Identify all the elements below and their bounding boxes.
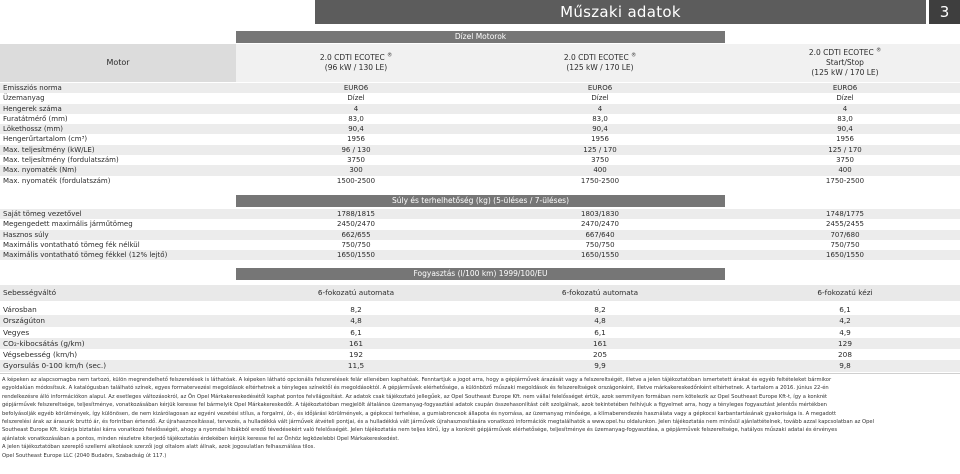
row-label: Megengedett maximális járműtömeg	[3, 220, 133, 229]
cell-value: 667/640	[585, 230, 615, 239]
cell-value: EURO6	[587, 84, 613, 92]
cell-value: 8,2	[594, 305, 606, 314]
cell-value: 2450/2470	[337, 220, 375, 229]
row-label: Max. teljesítmény (kW/LE)	[3, 145, 95, 154]
page-title: Műszaki adatok	[315, 0, 926, 24]
registered-mark: ®	[876, 47, 882, 54]
footnotes	[2, 376, 957, 460]
table-row	[0, 165, 960, 175]
footnote-line: ajánlatok vonatkozásában a pontos, minden részletre kiterjedő tájékoztatás érdekében kérjük keresse fel az Önhöz legközelebbi Opel Márkakereskedést.	[2, 435, 400, 442]
gearbox-value: 6-fokozatú kézi	[817, 288, 873, 297]
row-label: Max. teljesítmény (fordulatszám)	[3, 156, 119, 165]
row-label: Max. nyomaték (Nm)	[3, 166, 77, 175]
cell-value: 9,8	[839, 361, 851, 371]
weight-table	[0, 209, 960, 260]
engine-section-header: Dízel Motorok	[236, 31, 725, 43]
cell-value: 161	[593, 338, 607, 348]
footnote-line: A jelen tájékoztatóban szereplő szellemi alkotások szerzői jogi oltalom alatt állnak, azok jogosulatlan felhasználása tilos.	[2, 444, 316, 451]
table-row	[0, 360, 960, 371]
cell-value: 1650/1550	[581, 251, 619, 260]
table-row	[0, 176, 960, 186]
row-label: Furatátmérő (mm)	[3, 114, 68, 123]
variant-name: 2.0 CDTI ECOTEC	[319, 53, 385, 62]
row-label: Lökethossz (mm)	[3, 125, 63, 134]
cell-value: 83,0	[348, 114, 364, 123]
cell-value: 90,4	[348, 125, 364, 134]
motor-label: Motor	[0, 44, 236, 82]
footnote-line: Opel Southeast Europe LLC (2040 Budaörs, Szabadság út 117.)	[2, 452, 167, 459]
cell-value: 4,2	[839, 316, 851, 326]
cell-value: 3750	[347, 156, 365, 165]
cell-value: Dízel	[836, 94, 854, 103]
cell-value: 83,0	[837, 114, 853, 123]
table-row	[0, 349, 960, 360]
table-row	[0, 219, 960, 229]
variant-column-3	[775, 44, 915, 82]
cell-value: 4,8	[350, 316, 362, 326]
cell-value: 300	[349, 166, 363, 175]
fuel-table	[0, 304, 960, 372]
cell-value: 1650/1550	[337, 251, 375, 260]
cell-value: 1500-2500	[336, 176, 376, 185]
footnote-line: felszerelési árak az árasunk bruttó ár, és forintban értendő. Az újrahasznosítással, tervezés, a hulladékká vált járművek átvételi pontjai, és a hulladékká vált járművek újrahasznosítására vonatkozó információk megtalálhatók a www.opel.hu oldalunkon. Jelen tájékoztatás nem minősül ajánlattételnek, tovább azzal kapcsolatban az Opel	[2, 419, 875, 426]
cell-value: 9,9	[594, 361, 606, 371]
cell-value: 3750	[591, 156, 609, 165]
row-label: Emissziós norma	[3, 84, 62, 92]
row-label: Végsebesség (km/h)	[3, 350, 78, 360]
footnote-line: Southeast Europe Kft. kizárja biztatási kárra vonatkozó felelősségét, ahogy a nyomdai hibákból eredő tévedésekért való felelősségét. Jelen tájékoztatás nem teljes körű, így a konkrét gépjárművek elérhetősége, teljesítménye és üzemanyag-fogyasztása, a gépjárművek felszereltsége, hatályos műszaki adatai és érvényes	[2, 427, 838, 434]
fuel-section-header: Fogyasztás (l/100 km) 1999/100/EU	[236, 268, 725, 280]
cell-value: 1803/1830	[581, 210, 619, 218]
cell-value: 4	[597, 104, 603, 113]
table-row	[0, 327, 960, 338]
cell-value: 1956	[836, 135, 854, 144]
row-label: Max. nyomaték (fordulatszám)	[3, 176, 111, 185]
cell-value: 6,1	[839, 305, 851, 314]
cell-value: 4,8	[594, 316, 606, 326]
table-row	[0, 134, 960, 144]
cell-value: 83,0	[592, 114, 608, 123]
row-label: Hengerek száma	[3, 104, 62, 113]
variant-power: (96 kW / 130 LE)	[324, 63, 388, 72]
cell-value: 2455/2455	[826, 220, 864, 229]
table-row	[0, 250, 960, 260]
row-label: Maximális vontatható tömeg fék nélkül	[3, 240, 140, 249]
registered-mark: ®	[387, 52, 393, 59]
table-row	[0, 114, 960, 124]
cell-value: 1956	[591, 135, 609, 144]
registered-mark: ®	[631, 52, 637, 59]
table-row	[0, 104, 960, 114]
cell-value: 400	[838, 166, 852, 175]
cell-value: 1748/1775	[826, 210, 864, 218]
gearbox-label: Sebességváltó	[3, 288, 57, 297]
cell-value: 707/680	[830, 230, 860, 239]
table-row	[0, 230, 960, 240]
cell-value: 125 / 170	[583, 145, 617, 154]
row-label: Hengerűrtartalom (cm³)	[3, 135, 88, 144]
row-label: CO₂-kibocsátás (g/km)	[3, 338, 85, 348]
variant-name: 2.0 CDTI ECOTEC	[563, 53, 629, 62]
row-label: Városban	[3, 305, 37, 314]
cell-value: EURO6	[343, 84, 369, 92]
row-label: Gyorsulás 0-100 km/h (sec.)	[3, 361, 107, 371]
cell-value: 96 / 130	[341, 145, 371, 154]
cell-value: 3750	[836, 156, 854, 165]
cell-value: 6,1	[594, 327, 606, 337]
table-row	[0, 209, 960, 219]
row-label: Saját tömeg vezetővel	[3, 210, 82, 218]
page-number: 3	[929, 0, 960, 24]
cell-value: 208	[838, 350, 852, 360]
cell-value: 8,2	[350, 305, 362, 314]
cell-value: 90,4	[837, 125, 853, 134]
table-row	[0, 240, 960, 250]
cell-value: 750/750	[830, 240, 860, 249]
weight-section-header: Súly és terhelhetőség (kg) (5-üléses / 7-üléses)	[236, 195, 725, 207]
footnote-line: gépjárművek felszereltsége, teljesítménye, vonatkozásában kérjük keresse fel bármelyik Opel Márkakereskedőt. A tájékoztatóban megjelölt általános üzemanyag-fogyasztási adatok csupán összehasonlítást célt szolgálnak, azok tekintetében felhívjuk a figyelmet arra, hogy a tényleges fogyasztást jelentős mértékben	[2, 402, 827, 409]
row-label: Üzemanyag	[3, 94, 45, 103]
table-row	[0, 124, 960, 134]
cell-value: Dízel	[591, 94, 609, 103]
page-header	[0, 0, 960, 24]
footnote-line: rendelkezésre álló információkon alapul. Az esetleges változásokról, az Ön Opel Márkakereskedésétől kaphat pontos felvilágosítást. Az adatok csak tájékoztató jellegűek, az Opel Southeast Europe Kft. nem vállal felelősséget értük, azok semmilyen formában nem kötelezik az Opel Southeast Europe Kft-t, így a konkrét	[2, 393, 828, 400]
cell-value: 1788/1815	[337, 210, 375, 218]
cell-value: 1956	[347, 135, 365, 144]
footnote-line: egyoldalúan módosítsuk. A katalógusban található színek, egyes formatervezési megoldások eltérhetnek a tényleges színektől és megoldásoktól. A gépjárművek elérhetősége, a különböző műszaki megoldások és felszereltségek országonként, illetve márkakereskedőnként eltérhetnek. A tartalom a 2016. június 22-én	[2, 385, 829, 392]
cell-value: 129	[838, 338, 852, 348]
table-row	[0, 155, 960, 165]
row-label: Maximális vontatható tömeg fékkel (12% lejtő)	[3, 251, 168, 260]
cell-value: 6,1	[350, 327, 362, 337]
variant-column-2	[530, 44, 670, 82]
table-row	[0, 315, 960, 326]
table-row	[0, 93, 960, 103]
row-label: Vegyes	[3, 327, 30, 337]
cell-value: 125 / 170	[828, 145, 862, 154]
cell-value: 662/655	[341, 230, 371, 239]
cell-value: 2470/2470	[581, 220, 619, 229]
footnote-line: A képeken az alapcsomagba nem tartozó, külön megrendelhető felszerelések is láthatóak. A képeken látható opcionális felszerelések felár ellenében kaphatóak. Fenntartjuk a jogot arra, hogy a gépjárművek árazását vagy a felszereltségét, illetve a jelen tájékoztatóban ismertetett árakat és egyéb feltételeket bármikor	[2, 377, 832, 383]
cell-value: 192	[349, 350, 363, 360]
gearbox-value: 6-fokozatú automata	[561, 288, 639, 297]
row-label: Hasznos súly	[3, 230, 49, 239]
cell-value: 90,4	[592, 125, 608, 134]
gearbox-row	[0, 285, 960, 301]
cell-value: 4	[842, 104, 848, 113]
variant-column-1	[286, 44, 426, 82]
variant-power: (125 kW / 170 LE)	[811, 68, 879, 77]
cell-value: Dízel	[347, 94, 365, 103]
cell-value: 205	[593, 350, 607, 360]
row-label: Országúton	[3, 316, 46, 326]
variant-extra: Start/Stop	[826, 58, 864, 67]
table-row	[0, 83, 960, 93]
cell-value: 11,5	[347, 361, 365, 371]
variant-name: 2.0 CDTI ECOTEC	[808, 48, 874, 57]
gearbox-value: 6-fokozatú automata	[317, 288, 395, 297]
cell-value: 750/750	[341, 240, 371, 249]
variant-power: (125 kW / 170 LE)	[566, 63, 634, 72]
table-row	[0, 145, 960, 155]
cell-value: EURO6	[832, 84, 858, 92]
footnote-line: befolyásolják egyéb körülmények, így különösen, de nem kizárólagosan az egyéni vezetési stílus, a forgalmi, út-, és időjárási körülmények, a gépkocsi terhelése, a gumiabroncsok állapota és nyomása, az üzemanyag minősége, a klímaberendezés használata vagy a gépkocsi karbantartásának gyakorisága is. A megadott	[2, 410, 837, 417]
table-row	[0, 338, 960, 349]
cell-value: 4,9	[839, 327, 851, 337]
table-row	[0, 304, 960, 315]
cell-value: 1750-2500	[825, 176, 865, 185]
cell-value: 1650/1550	[826, 251, 864, 260]
cell-value: 161	[349, 338, 363, 348]
cell-value: 1750-2500	[580, 176, 620, 185]
cell-value: 400	[593, 166, 607, 175]
engine-table	[0, 83, 960, 186]
variant-header-row	[0, 44, 960, 82]
cell-value: 750/750	[585, 240, 615, 249]
cell-value: 4	[353, 104, 359, 113]
footnote-divider	[0, 373, 960, 374]
